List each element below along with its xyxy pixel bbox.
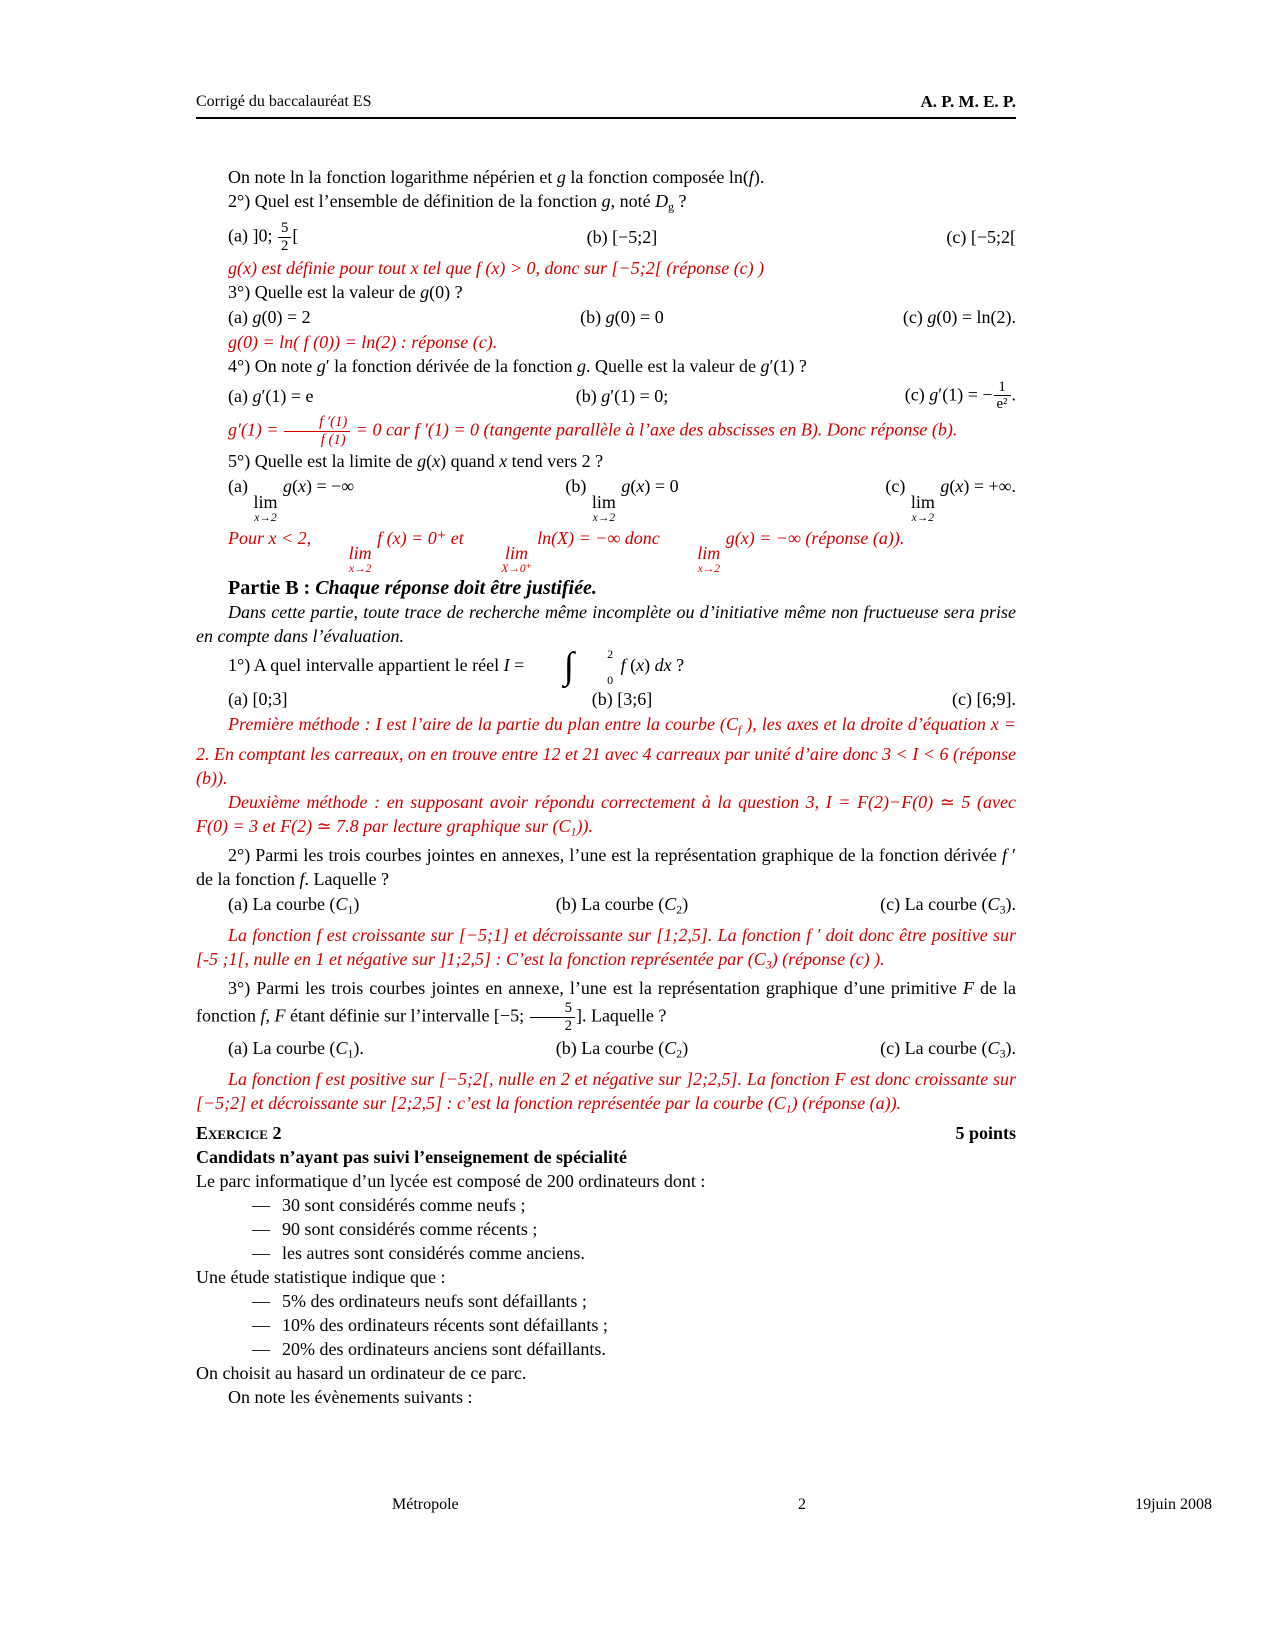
limit-word: lim — [348, 543, 372, 564]
math-var: g — [417, 451, 427, 472]
math-var: F — [962, 978, 974, 999]
header-doc-title: Corrigé du baccalauréat ES — [196, 93, 372, 110]
partb-q3-answer: La fonction f est positive sur [−5;2[, nulle en 2 et négative sur ]2;2,5]. La fonction F est donc croissante sur [−5;2] et décroissante sur [2;2,5] : c’est la fonction représentée par la courbe (C1) (réponse (a)). — [196, 1068, 1016, 1116]
limit-operator — [665, 544, 720, 576]
math-var: x — [432, 451, 441, 472]
limit-word: lim — [591, 491, 616, 512]
limit-word: lim — [253, 491, 278, 512]
parta-q5-options — [196, 474, 1016, 524]
math-var: g — [940, 476, 950, 497]
integral-upper-bound: 2 — [607, 647, 614, 662]
script-letter: C — [773, 1092, 786, 1113]
subscript: 3 — [765, 957, 772, 972]
math-var: x — [955, 476, 964, 497]
math-var: g — [420, 281, 430, 302]
parta-q2-options — [196, 220, 1016, 255]
script-letter: C — [664, 894, 677, 915]
option-c: (c) [−5;2[ — [946, 227, 1016, 248]
parta-q3-question: 3°) Quelle est la valeur de g(0) ? — [228, 281, 463, 302]
option-b: (b) [3;6] — [591, 689, 653, 710]
fraction — [529, 1000, 576, 1035]
option-b: (b) La courbe (C2) — [555, 894, 689, 917]
option-a: (a) g(0) = 2 — [228, 306, 311, 327]
subscript: 1 — [785, 1101, 792, 1116]
footer-location: Métropole — [392, 1496, 459, 1513]
option-c: (c) La courbe (C3). — [880, 894, 1016, 917]
math-var: g — [927, 306, 937, 327]
list-item-fleet-3 — [196, 1241, 1016, 1265]
script-letter: C — [987, 1038, 1000, 1059]
limit-subscript: x→2 — [911, 511, 935, 524]
exercise2-events-intro: On note les évènements suivants : — [228, 1386, 473, 1407]
list-item-fleet-1 — [196, 1193, 1016, 1217]
exercise2-points: 5 points — [955, 1122, 1016, 1143]
subscript: 1 — [570, 824, 577, 839]
math-var: f — [748, 167, 754, 187]
limit-word: lim — [910, 491, 935, 512]
partb-q1-answer-method2: Deuxième méthode : en supposant avoir répondu correctement à la question 3, I = F(2)−F(0) ≃ 5 (avec F(0) = 3 et F(2) ≃ 7.8 par lecture graphique sur (C1)). — [196, 791, 1016, 839]
list-item-text: 20% des ordinateurs anciens sont défaillants. — [282, 1338, 606, 1359]
list-item-text: les autres sont considérés comme anciens. — [282, 1242, 585, 1263]
partb-q1-answer-method1: Première méthode : I est l’aire de la partie du plan entre la courbe (Cf ), les axes et la droite d’équation x = 2. En comptant les carreaux, on en trouve entre 12 et 21 avec 4 carreaux par unité d’aire donc 3 < I < 6 (réponse (b)). — [196, 714, 1017, 788]
partb-note: Dans cette partie, toute trace de recherche même incomplète ou d’initiative même non fructueuse sera prise en compte dans l’évaluation. — [196, 602, 1016, 647]
math-var: I — [503, 655, 510, 676]
subscript: 2 — [676, 1046, 683, 1061]
exercise2-stats-intro: Une étude statistique indique que : — [196, 1266, 446, 1287]
parta-q3-answer: g(0) = ln( f (0)) = ln(2) : réponse (c). — [228, 331, 498, 352]
page-footer — [392, 1493, 1212, 1517]
math-var: g — [601, 385, 611, 406]
exercise2-header — [196, 1121, 1016, 1145]
subscript: 2 — [676, 902, 683, 917]
math-var: g — [316, 355, 326, 376]
math-var: f — [260, 1006, 266, 1027]
limit-word: lim — [697, 543, 721, 564]
list-dash: — — [252, 1338, 270, 1359]
math-var: g — [556, 167, 566, 187]
math-var: x — [636, 476, 645, 497]
list-dash: — — [252, 1242, 270, 1263]
list-item-fleet-2 — [196, 1217, 1016, 1241]
option-b: (b) lim x→2 g(x) = 0 — [565, 476, 679, 524]
page-content — [196, 0, 1212, 1513]
limit-operator — [469, 544, 531, 576]
limit-operator — [317, 544, 372, 576]
script-letter: C — [335, 894, 348, 915]
math-var: x — [298, 476, 306, 497]
list-item-stat-3 — [196, 1337, 1016, 1361]
partb-heading — [196, 576, 1016, 600]
limit-word: lim — [504, 543, 528, 564]
limit-operator — [253, 493, 277, 525]
document-body — [196, 165, 1016, 1409]
math-var: g — [760, 355, 770, 376]
option-a: (a) g′(1) = e — [228, 385, 314, 406]
option-c: (c) La courbe (C3). — [880, 1038, 1016, 1061]
denominator: 2 — [564, 1018, 572, 1035]
limit-subscript: x→2 — [254, 511, 277, 524]
denominator: e² — [996, 396, 1008, 413]
exercise2-title: Exercice 2 — [196, 1122, 282, 1143]
parta-q5-answer: Pour x < 2, lim x→2 f (x) = 0⁺ et lim X→0⁺ ln(X) = −∞ donc lim x→2 g(x) = −∞ (réponse (a)). — [228, 527, 905, 575]
partb-q3-options — [196, 1036, 1016, 1066]
math-var: f — [1001, 845, 1007, 866]
script-letter: C — [335, 1038, 348, 1059]
exercise2-intro: Le parc informatique d’un lycée est composé de 200 ordinateurs dont : — [196, 1170, 706, 1191]
option-b: (b) La courbe (C2) — [555, 1038, 689, 1061]
math-var: dx — [654, 655, 672, 676]
integral-sign: ∫ — [563, 645, 575, 688]
partb-q1-options — [196, 687, 1016, 711]
header-org-name: A. P. M. E. P. — [920, 92, 1016, 111]
partb-heading-label: Partie B : — [228, 577, 316, 600]
subscript: 1 — [347, 1046, 354, 1061]
header-rule — [196, 117, 1016, 119]
integral — [532, 645, 614, 688]
option-a: (a) La courbe (C1) — [228, 894, 360, 917]
parta-q2-answer: g(x) est définie pour tout x tel que f (x) > 0, donc sur [−5;2[ (réponse (c) ) — [228, 257, 765, 278]
subscript: 3 — [999, 1046, 1006, 1061]
option-c: (c) [6;9]. — [952, 689, 1016, 710]
fraction — [277, 220, 292, 255]
integral-lower-bound: 0 — [607, 673, 614, 688]
limit-operator — [911, 493, 935, 525]
option-b: (b) g(0) = 0 — [580, 306, 664, 327]
option-c: (c) g′(1) = − $\frac{1}{\text{e²}}$ . — [904, 378, 1016, 413]
numerator: f ′(1) — [284, 414, 350, 432]
subscript: f — [737, 722, 742, 737]
math-var: g — [605, 306, 615, 327]
parta-q2-question: 2°) Quel est l’ensemble de définition de la fonction g, noté Dg ? — [228, 191, 687, 214]
partb-q2-question: 2°) Parmi les trois courbes jointes en annexes, l’une est la représentation graphique de la fonction dérivée f ′ de la fonction f. Laquelle ? — [196, 845, 1016, 890]
parta-q4-question: 4°) On note g′ la fonction dérivée de la fonction g. Quelle est la valeur de g′(1) ? — [228, 355, 807, 376]
list-dash: — — [252, 1218, 270, 1239]
numerator: 5 — [278, 220, 291, 238]
parta-q5-question: 5°) Quelle est la limite de g(x) quand x tend vers 2 ? — [228, 451, 604, 472]
option-a: (a) La courbe (C1). — [228, 1038, 364, 1061]
parta-q4-options — [196, 379, 1016, 414]
math-var: f — [299, 869, 305, 890]
math-var: g — [621, 476, 631, 497]
page-header — [196, 0, 1016, 114]
partb-q2-answer: La fonction f est croissante sur [−5;1] et décroissante sur [1;2,5]. La fonction f ′ doit donc être positive sur [-5 ;1[, nulle en 1 et négative sur ]1;2,5] : C’est la fonction représentée par (C3) (réponse (c) ). — [196, 924, 1016, 972]
math-var: x — [499, 451, 508, 472]
list-item-stat-2 — [196, 1313, 1016, 1337]
option-a: (a) [0;3] — [228, 689, 288, 710]
list-item-text: 90 sont considérés comme récents ; — [282, 1218, 538, 1239]
list-item-stat-1 — [196, 1289, 1016, 1313]
integral-bounds — [574, 648, 613, 686]
option-c: (c) lim x→2 g(x) = +∞. — [885, 476, 1016, 524]
partb-q1-question: 1°) A quel intervalle appartient le réel I = ∫ 2 0 f (x) dx ? — [228, 645, 685, 688]
math-var: g — [283, 476, 292, 497]
list-dash: — — [252, 1290, 270, 1311]
script-letter: D — [655, 191, 669, 211]
list-item-text: 10% des ordinateurs récents sont défaillants ; — [282, 1314, 608, 1335]
math-var: g — [929, 384, 939, 405]
numerator: 1 — [994, 379, 1011, 397]
script-letter: C — [558, 815, 571, 836]
math-var: g — [601, 191, 611, 211]
subscript: g — [668, 199, 675, 214]
exercise2-conclusion: On choisit au hasard un ordinateur de ce parc. — [196, 1362, 527, 1383]
option-a: (a) lim x→2 g(x) = −∞ — [228, 476, 355, 524]
option-b: (b) [−5;2] — [586, 227, 658, 248]
script-letter: C — [664, 1038, 677, 1059]
partb-q3-question: 3°) Parmi les trois courbes jointes en annexe, l’une est la représentation graphique d’une primitive F de la fonction f, F étant définie sur l’intervalle [−5; $\frac{5}{2}$ ]. Laquelle ? — [196, 978, 1016, 1035]
script-letter: C — [753, 948, 766, 969]
list-item-text: 30 sont considérés comme neufs ; — [282, 1194, 526, 1215]
option-b: (b) g′(1) = 0; — [575, 385, 669, 406]
math-var: f — [620, 655, 626, 676]
script-letter: C — [725, 714, 738, 735]
limit-subscript: x→2 — [348, 562, 372, 575]
numerator: 5 — [530, 1000, 575, 1018]
option-a: (a) ]0; $\frac{5}{2}$ [ — [228, 219, 299, 254]
fraction — [283, 414, 351, 449]
math-var: g — [252, 306, 262, 327]
option-c: (c) g(0) = ln(2). — [902, 306, 1016, 327]
fraction — [993, 379, 1012, 414]
exercise2-subtitle: Candidats n’ayant pas suivi l’enseignement de spécialité — [196, 1146, 628, 1167]
footer-date: 19juin 2008 — [1135, 1496, 1212, 1513]
denominator: f (1) — [320, 432, 346, 449]
parta-q4-answer: g′(1) = $\frac{f '(1)}{f (1)}$ = 0 car f ′(1) = 0 (tangente parallèle à l’axe des abscisses en B). Donc réponse (b). — [228, 414, 958, 449]
limit-subscript: X→0⁺ — [501, 562, 532, 575]
list-dash: — — [252, 1314, 270, 1335]
list-dash: — — [252, 1194, 270, 1215]
limit-subscript: x→2 — [697, 562, 720, 575]
footer-page-number: 2 — [798, 1496, 806, 1513]
limit-subscript: x→2 — [592, 511, 616, 524]
math-var: g — [577, 355, 587, 376]
limit-operator — [592, 493, 616, 525]
parta-intro: On note ln la fonction logarithme népérien et g la fonction composée ln(f). — [228, 167, 765, 187]
subscript: 1 — [347, 902, 354, 917]
partb-heading-title: Chaque réponse doit être justifiée. — [315, 577, 597, 600]
math-var: x — [636, 655, 645, 676]
math-var: F — [274, 1006, 286, 1027]
parta-q3-options — [196, 305, 1016, 329]
math-var: g — [252, 385, 262, 406]
subscript: 3 — [999, 902, 1006, 917]
denominator: 2 — [280, 237, 289, 254]
script-letter: C — [987, 894, 1000, 915]
list-item-text: 5% des ordinateurs neufs sont défaillants ; — [282, 1290, 587, 1311]
partb-q2-options — [196, 892, 1016, 922]
